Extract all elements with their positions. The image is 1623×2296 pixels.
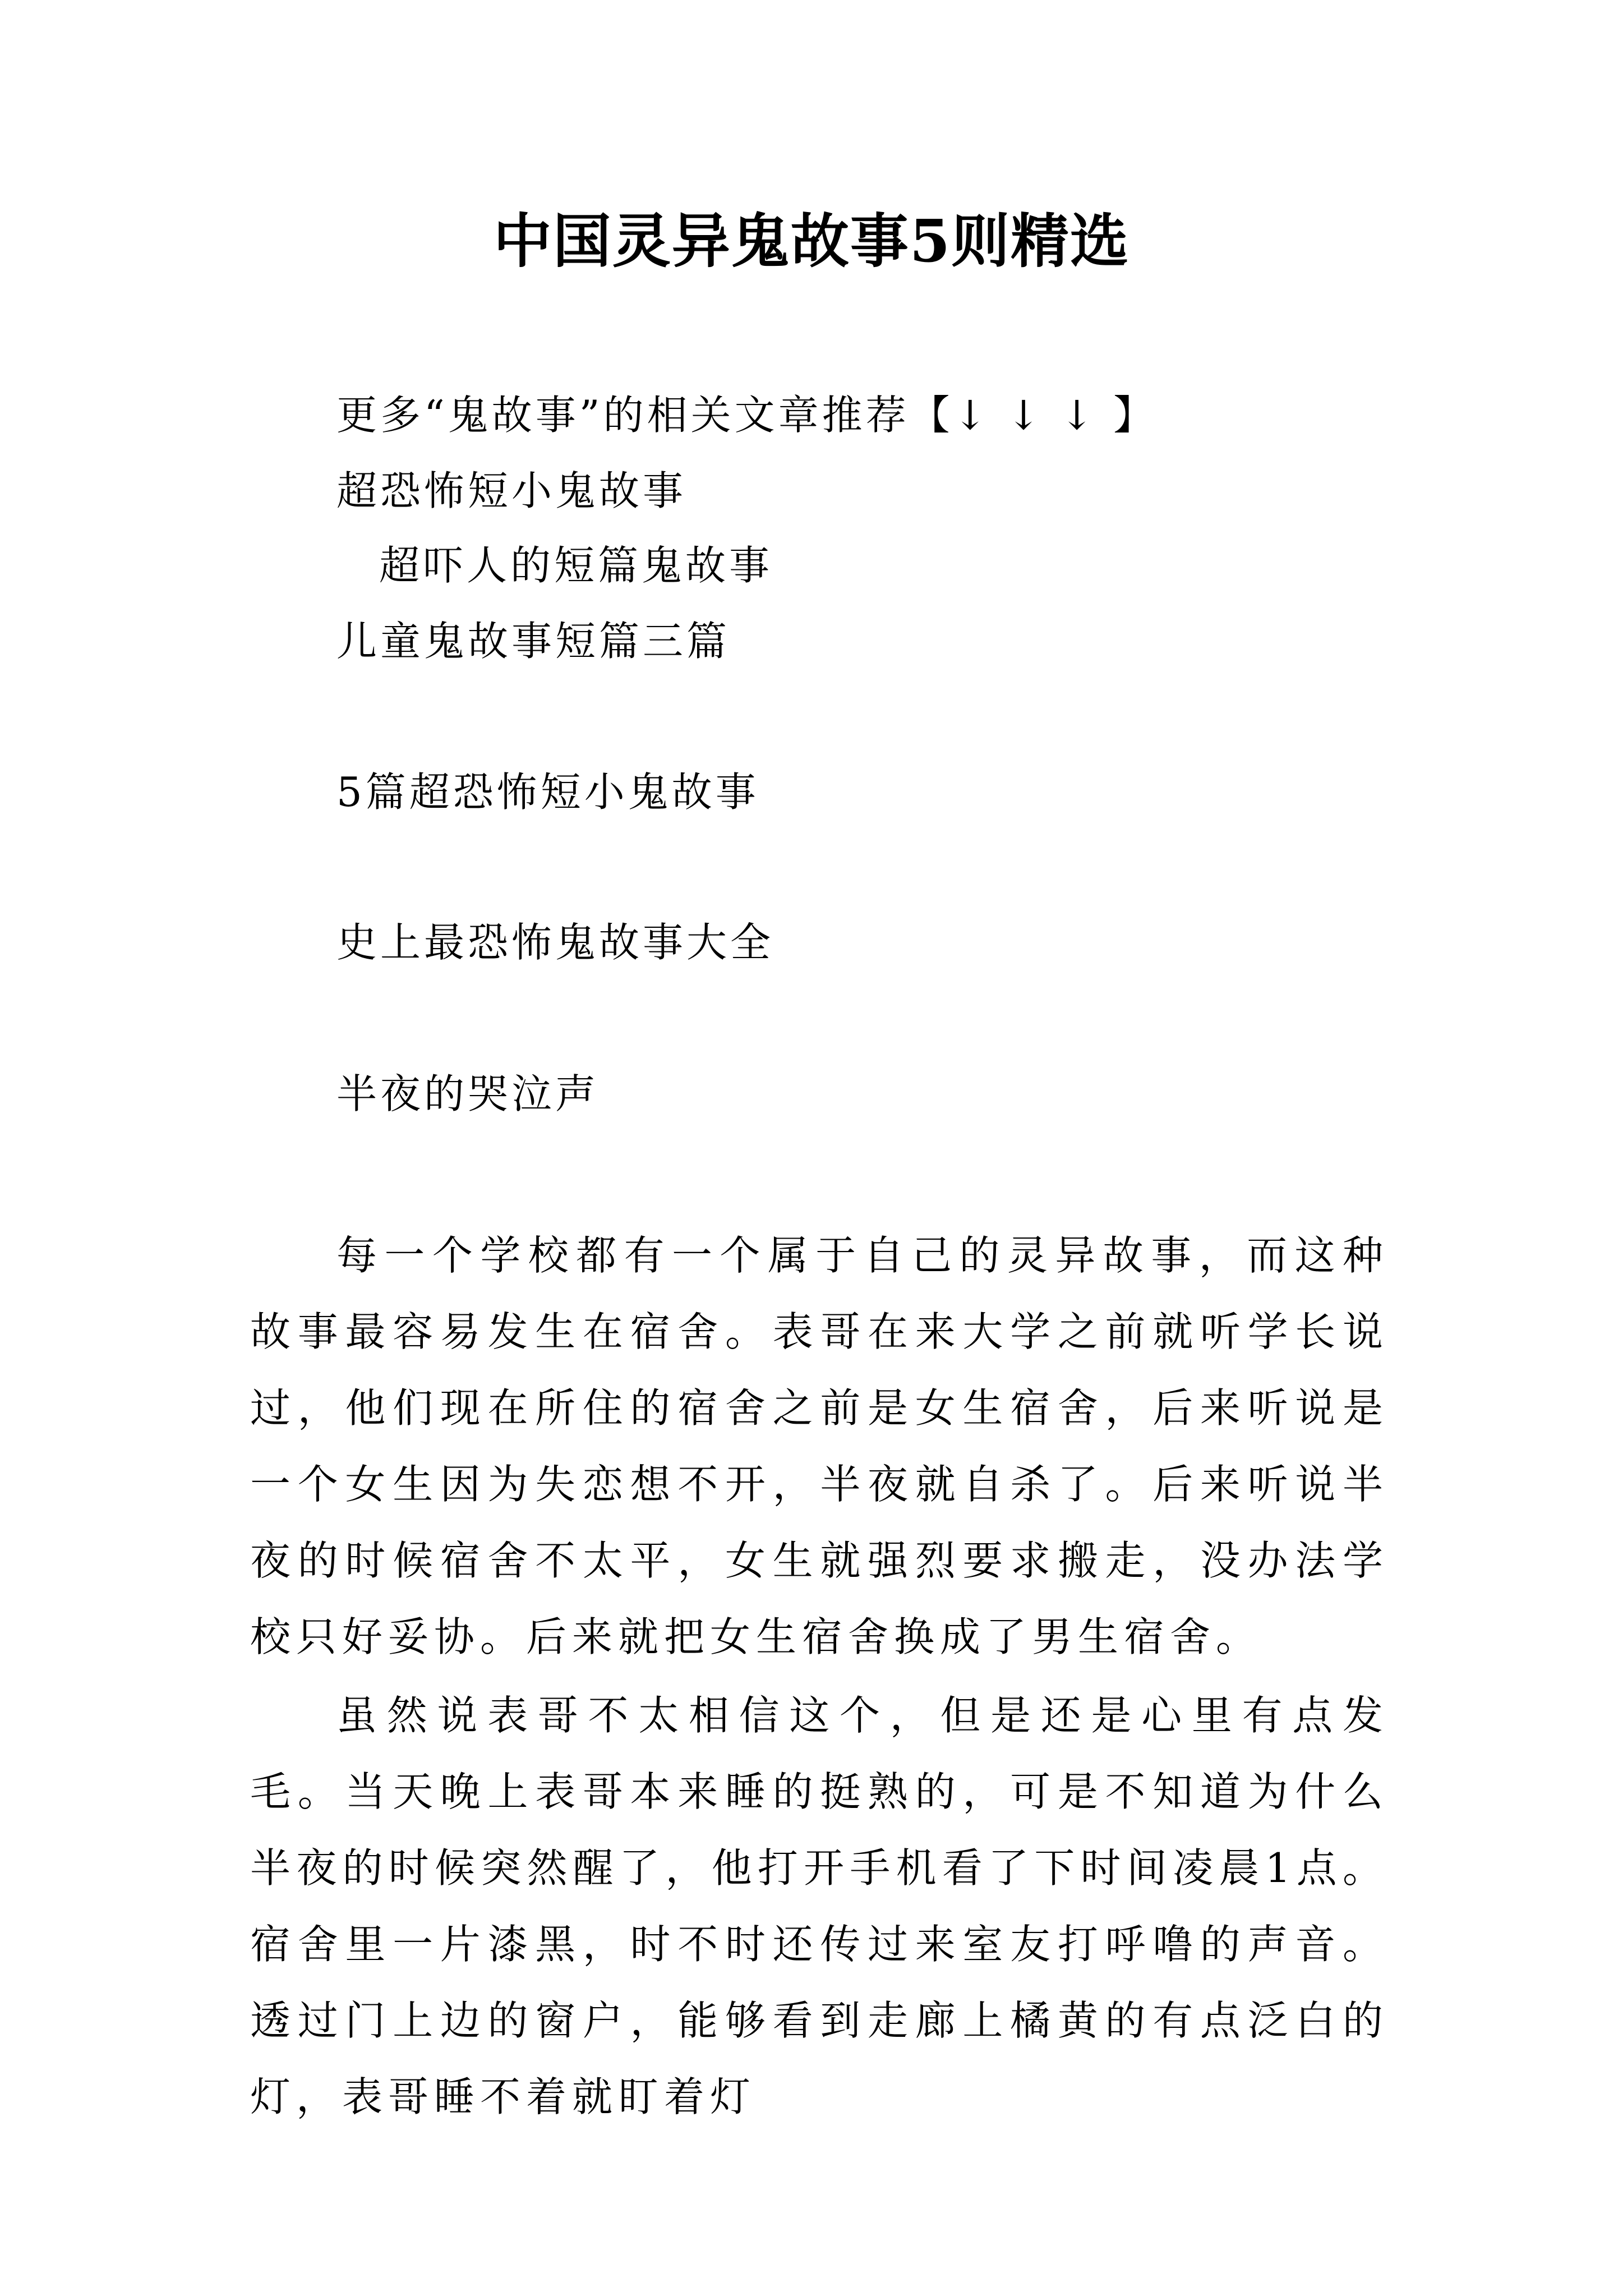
recommend-link[interactable]: 超吓人的短篇鬼故事	[379, 542, 773, 589]
recommend-link[interactable]: 5篇超恐怖短小鬼故事	[336, 769, 759, 816]
story-paragraph: 每一个学校都有一个属于自己的灵异故事，而这种故事最容易发生在宿舍。表哥在来大学之前就听学长说过，他们现在所住的宿舍之前是女生宿舍，后来听说是一个女生因为失恋想不开，半夜就自杀了。后来听说半夜的时候宿舍不太平，女生就强烈要求搬走，没办法学校只好妥协。后来就把女生宿舍换成了男生宿舍。	[250, 1232, 1389, 1660]
recommend-link[interactable]: 史上最恐怖鬼故事大全	[336, 919, 774, 966]
story-title: 半夜的哭泣声	[336, 1070, 600, 1117]
recommend-link[interactable]: 超恐怖短小鬼故事	[336, 467, 687, 514]
recommend-link[interactable]: 儿童鬼故事短篇三篇	[336, 618, 731, 665]
story-paragraph: 虽然说表哥不太相信这个，但是还是心里有点发毛。当天晚上表哥本来睡的挺熟的，可是不知道为什么半夜的时候突然醒了，他打开手机看了下时间凌晨1点。宿舍里一片漆黑，时不时还传过来室友打呼噜的声音。透过门上边的窗户，能够看到走廊上橘黄的有点泛白的灯，表哥睡不着就盯着灯	[250, 1692, 1389, 2120]
document-title: 中国灵异鬼故事5则精选	[493, 206, 1130, 275]
recommend-heading: 更多“鬼故事”的相关文章推荐【↓ ↓ ↓ 】	[336, 392, 1158, 439]
